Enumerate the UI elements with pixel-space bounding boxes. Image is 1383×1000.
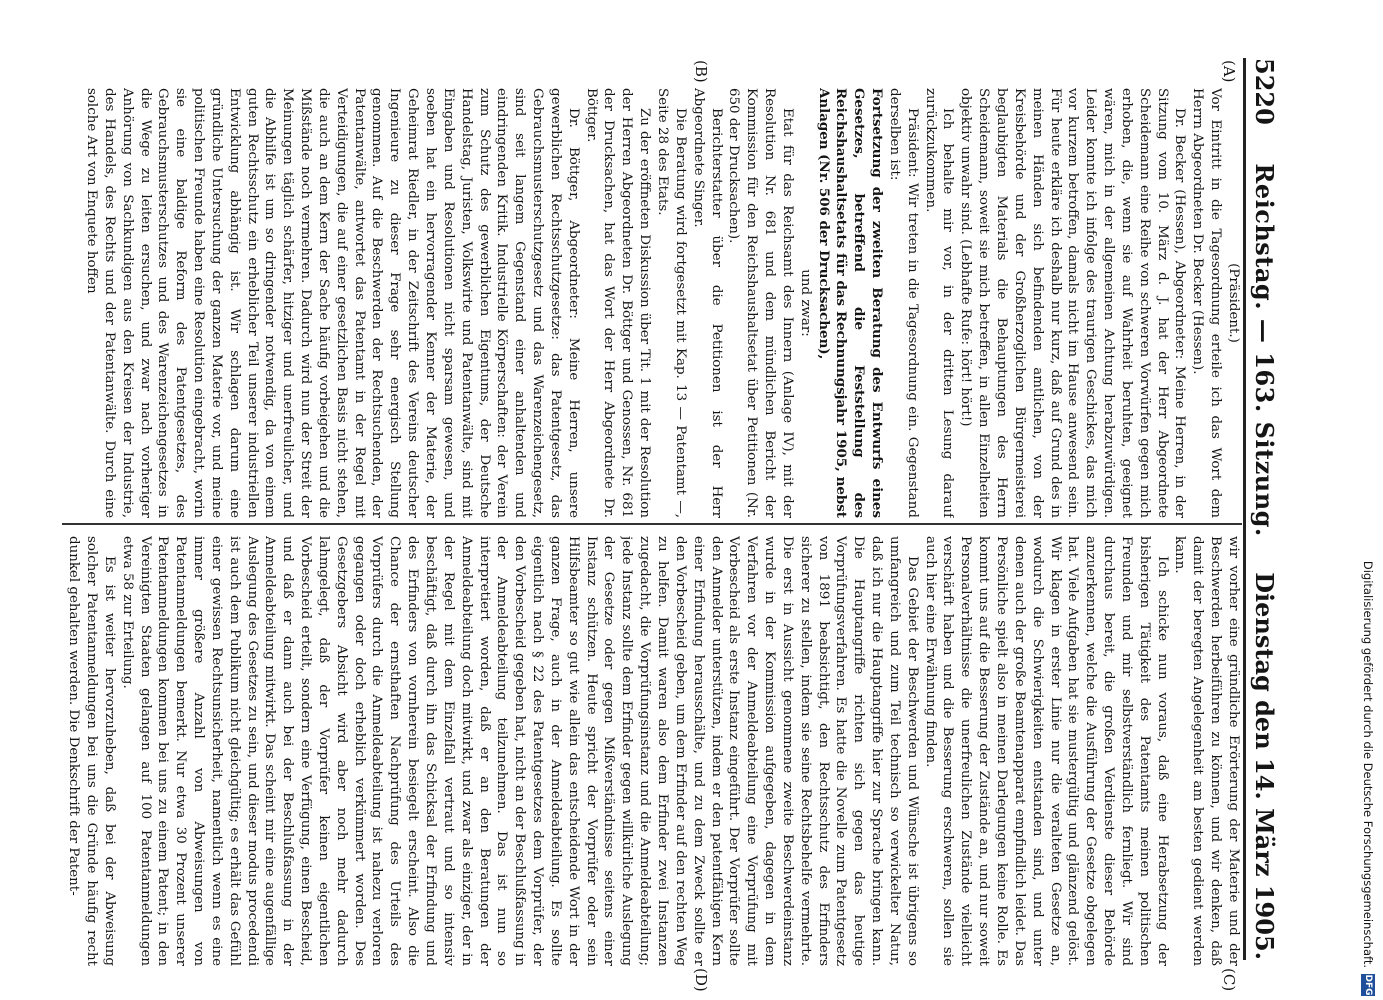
column-divider	[62, 523, 1242, 525]
left-text-column	[62, 88, 1242, 518]
paragraph: Dr. Böttger, Abgeordneter: Meine Herren, unsere gewerblichen Rechtsschutzgesetze: das Patentgesetz, das Gebrauchsmusterschutzgesetz und das Warenzeichengesetz, sind seit langem Gegenstand einer anhaltenden und eindringenden Kritik. Industrielle Körperschaften: der Verein zum Schutz des gewerblichen Eigentums, der Deutsche Handelstag, Juristen, Volkswirte und Patentanwälte, sind mit Eingaben und Resolutionen nicht sparsam gewesen, und soeben hat ein hervorragender Kenner der Materie, der Geheimrat Riedler, in der Zeitschrift des Vereins deutscher Ingenieure zu dieser Frage sehr energisch Stellung genommen. Auf die Beschwerden der Rechtsuchenden, der Patentanwälte, antwortet das Patentamt in der Regel mit Verteidigungen, die auf einer gesetzlichen Basis nicht stehen, die auch an dem Kern der Sache häufig vorbeigehen und die Mißstände noch vermehren. Dadurch wird nun der Streit der Meinungen täglich schärfer, hitziger und unerfreulicher, und die Abhilfe ist um so dringender notwendig, da von einem guten Rechtsschutz ein erheblicher Teil unserer industriellen Entwicklung abhängig ist. Wir schlagen darum eine gründliche Untersuchung der ganzen Materie vor, und meine politischen Freunde haben eine Resolution eingebracht, worin sie eine baldige Reform des Patentgesetzes, des Gebrauchsmusterschutzes und des Warenzeichengesetzes in die Wege zu leiten ersuchen, und zwar nach vorheriger Anhörung von Sachkundigen aus den Kreisen der Industrie, des Handels, des Rechts und der Patentanwälte. Durch eine solche Art von Enquete hoffen	[84, 88, 581, 518]
paragraph: und zwar:	[797, 269, 813, 337]
credit-strip	[1356, 0, 1380, 1000]
paragraph: Etat für das Reichsamt des Innern (Anlage IV), mit der Resolution Nr. 681 und dem mündlichen Bericht der Kommission für den Reichshaushaltsetat über Petitionen (Nr. 650 der Drucksachen).	[726, 88, 795, 518]
paragraph: Das Gebiet der Beschwerden und Wünsche ist übrigens so umfangreich und zum Teil technisch so verwickelter Natur, daß ich nur die Hauptangriffe hier zur Sprache bringen kann. Die Hauptangriffe richten sich gegen das heutige Vorprüfungsverfahren. Es hatte die Novelle zum Patentgesetz von 1891 beabsichtigt, den Rechtsschutz des Erfinders sicherer zu stellen, indem sie seine Rechtsbehelfe vermehrte. Die erst in Aussicht genommene zweite Beschwerdeinstanz wurde in der Kommission aufgegeben, dagegen in dem Verfahren vor der Anmeldeabteilung eine Vorprüfung mit Vorbescheid als erste Instanz eingeführt. Der Vorprüfer sollte den Anmelder unterstützen, indem er den patentfähigen Kern einer Erfindung herausschälte, und zu dem Zweck sollte er den Vorbescheid geben, um dem Erfinder auf den rechten Weg zu helfen. Damit waren also dem Erfinder zwei Instanzen zugedacht, die Vorprüfungsinstanz und die Anmeldeabteilung; jede Instanz sollte dem Erfinder gegen willkürliche Auslegung der Gesetze oder gegen Mißverständnisse seitens einer Instanz schützen. Heute spricht der Vorprüfer oder sein Hilfsbeamter so gut wie allein das entscheidende Wort in der ganzen Frage, auch in der Anmeldeabteilung. Es sollte eigentlich nach § 22 des Patentgesetzes dem Vorprüfer, der den Vorbescheid gegeben hat, nicht an der Beschlußfassung in der Anmeldeabteilung teilzunehmen. Das ist nun so interpretiert worden, daß er an den Beratungen der Anmeldeabteilung doch mitwirkt, und zwar als einziger, der in der Regel mit dem Einzelfall vertraut und so intensiv beschäftigt, daß durch ihn das Schicksal der Erfindung und des Erfinders von vornherein besiegelt erscheint. Also die Chance der ernsthaften Nachprüfung des Urteils des Vorprüfers durch die Anmeldeabteilung ist nahezu verloren gegangen oder doch erheblich verkümmert worden. Des Gesetzgebers Absicht wird aber noch mehr dadurch lahmgelegt, daß der Vorprüfer keinen eigentlichen Vorbescheid erteilt, sondern eine Verfügung, einen Bescheid, und daß er dann auch bei der Beschlußfassung in der Anmeldeabteilung mitwirkt. Das scheint mir eine augenfällige Auslegung des Gesetzes zu sein, und dieser modus procedendi ist auch dem Publikum nicht gleichgültig; es erhält das Gefühl einer gewissen Rechtsunsicherheit, namentlich wenn es eine immer größere Anzahl von Abweisungen von Patentanmeldungen bemerkt. Nur etwa 30 Prozent unserer Patentanmeldungen kommen bei uns zu einem Patent; in den Vereinigten Staaten gelangen auf 100 Patentanmeldungen etwa 58 zur Erteilung.	[119, 536, 920, 966]
page-title: Reichstag. — 163. Sitzung.	[1250, 163, 1279, 537]
paragraph: Die Beratung wird fortgesetzt mit Kap. 13 — Patentamt —, Seite 28 des Etats.	[655, 88, 688, 518]
session-date: Dienstag den 14. März 1905.	[1250, 572, 1279, 960]
dfg-logo: DFG	[1363, 974, 1373, 996]
paragraph: Berichterstatter über die Petitionen ist der Herr Abgeordnete Singer.	[690, 88, 724, 518]
right-text-column	[62, 536, 1242, 966]
paragraph: Dr. Becker (Hessen), Abgeordneter: Meine Herren, in der Sitzung vom 10. März d. J. hat der Herr Abgeordnete Scheidemann eine Reihe von schweren Vorwürfen gegen mich erhoben, die, wenn sie auf Wahrheit beruhten, geeignet wären, mich in der allgemeinen Achtung herabzuwürdigen. Leider konnte ich infolge des traurigen Geschickes, das mich vor kurzem betroffen, damals nicht im Hause anwesend sein. Für heute erkläre ich deshalb nur kurz, daß auf Grund des in meinen Händen sich befindenden amtlichen, von der Kreisbehörde und der Großherzoglichen Bürgermeisterei beglaubigten Materials die Behauptungen des Herrn Scheidemann, soweit sie mich betreffen, in allen Einzelheiten objektiv unwahr sind. (Lebhafte Rufe: hört! hört!)	[958, 88, 1188, 518]
paragraph: Ich behalte mir vor, in der dritten Lesung darauf zurückzukommen.	[922, 88, 956, 518]
paragraph: wir vorher eine gründliche Erörterung der Materie und der Beschwerden herbeiführen zu können, und wir denken, daß damit der beregten Angelegenheit am besten gedient werden kann.	[1172, 536, 1241, 966]
margin-marker-c: (C)	[1220, 968, 1238, 992]
margin-marker-d: (D)	[692, 968, 710, 992]
dfg-credit-text: Digitalisierung gefördert durch die Deutsche Forschungsgemeinschaft.	[1361, 560, 1375, 968]
page-number: 5220	[1250, 58, 1279, 125]
paragraph: Zu der eröffneten Diskussion über Tit. 1 mit der Resolution der Herren Abgeordneten Dr. Böttger und Genossen, Nr. 681 der Drucksachen, hat das Wort der Herr Abgeordnete Dr. Böttger.	[583, 88, 653, 518]
paragraph: Fortsetzung der zweiten Beratung des Entwurfs eines Gesetzes, betreffend die Feststellung des Reichshaushaltsetats für das Rechnungsjahr 1905, nebst Anlagen (Nr. 506 der Drucksachen),	[815, 88, 886, 518]
margin-marker-a: (A)	[1220, 60, 1238, 83]
paragraph: Es ist weiter hervorzuheben, daß bei der Abweisung solcher Patentanmeldungen bei uns die Gründe häufig recht dunkel gehalten werden. Die Denkschrift der Patent-	[66, 536, 117, 966]
paragraph: Präsident: Wir treten in die Tagesordnung ein. Gegenstand derselben ist:	[886, 88, 920, 518]
paragraph: Vor Eintritt in die Tagesordnung erteile ich das Wort dem Herrn Abgeordneten Dr. Becker (Hessen).	[1190, 88, 1224, 518]
paragraph: Ich schicke nun voraus, daß eine Herabsetzung der bisherigen Tätigkeit des Patentamts meinen politischen Freunden und mir selbstverständlich fernliegt. Wir sind durchaus bereit, die großen Verdienste dieser Behörde anzuerkennen, welche die Ausführung der Gesetze obgelegen hat. Viele Aufgaben hat sie mustergültig und glänzend gelöst. Wir klagen in erster Linie nur die veralteten Gesetze an, wodurch die Schwierigkeiten entstanden sind, und unter denen auch der große Beamtenapparat empfindlich leidet. Das Persönliche spielt also in meinen Darlegungen keine Rolle. Es kommt uns auf die Besserung der Zustände an, und nur soweit Personalverhältnisse die unerfreulichen Zustände vielleicht verschärft haben und die Besserung erschweren, sollen sie auch hier eine Erwähnung finden.	[922, 536, 1170, 966]
page-header	[1243, 58, 1290, 960]
paragraph: (Präsident.)	[1226, 263, 1241, 343]
margin-marker-b: (B)	[692, 60, 710, 83]
